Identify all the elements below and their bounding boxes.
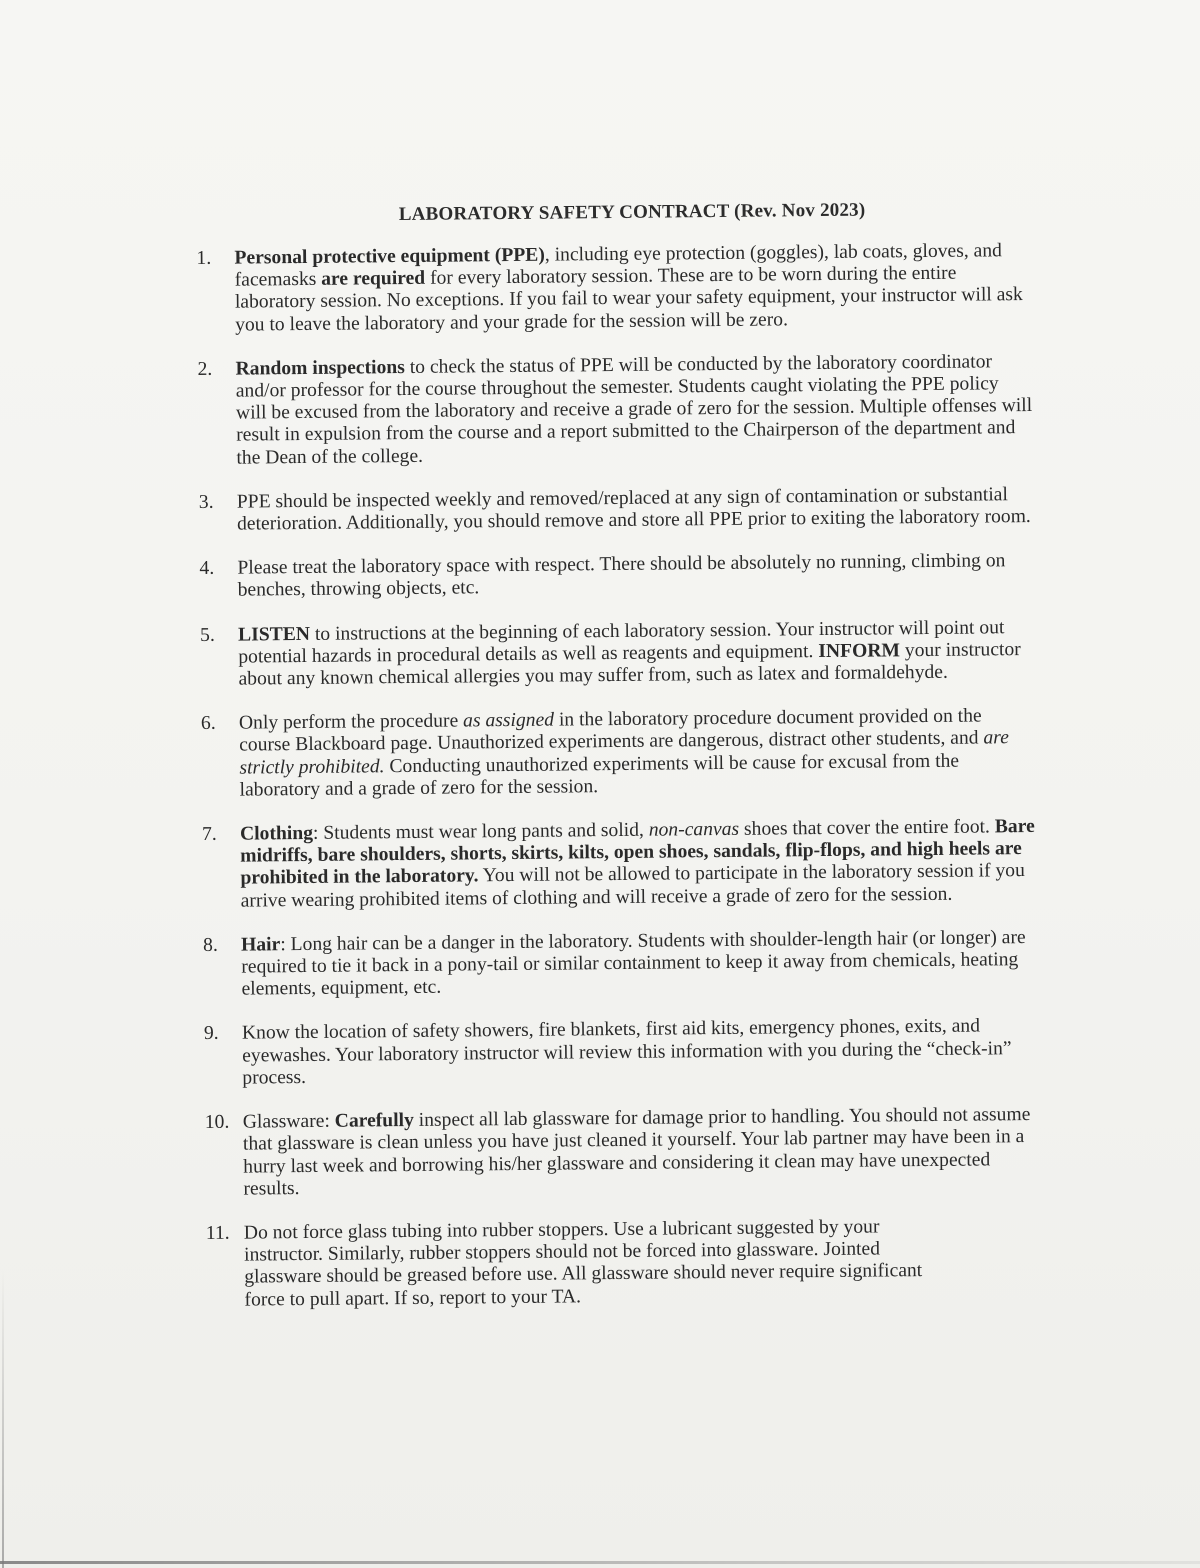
rule-text bbox=[237, 550, 1035, 602]
text-normal: Conducting unauthorized experiments will be cause for excusal from the laboratory and a grade of zero for the session. bbox=[239, 750, 960, 801]
text-normal: Please treat the laboratory space with respect. There should be absolutely no running, climbing on benches, throwing objects, etc. bbox=[237, 550, 1006, 602]
rule-9 bbox=[204, 1015, 1041, 1090]
rule-text bbox=[244, 1216, 925, 1311]
rule-number: 2. bbox=[197, 358, 213, 380]
text-normal: for every laboratory session. These are to be worn during the entire laboratory session. No exceptions. If you fail to wear your safety equipment, your instructor will ask you to leave the laboratory and your grade for the session will be zero. bbox=[234, 262, 1023, 336]
rule-number: 3. bbox=[198, 491, 214, 513]
page-bottom-edge bbox=[0, 1561, 1200, 1564]
text-normal: Know the location of safety showers, fire blankets, first aid kits, emergency phones, exits, and eyewashes. Your laboratory instructor will review this information with you during the “check-in” process. bbox=[241, 1015, 1012, 1089]
rule-number: 1. bbox=[196, 247, 212, 269]
text-italic: non-canvas bbox=[648, 818, 740, 841]
rule-number: 7. bbox=[201, 823, 217, 846]
text-bold: Random inspections bbox=[235, 356, 405, 380]
rule-text bbox=[239, 705, 1038, 801]
text-bold: LISTEN bbox=[238, 623, 311, 646]
text-bold: are required bbox=[321, 268, 426, 291]
rule-text bbox=[240, 816, 1039, 912]
text-normal: Glassware: bbox=[242, 1110, 335, 1133]
text-normal: : Students must wear long pants and solid, bbox=[312, 819, 649, 844]
text-normal: inspect all lab glassware for damage prior to handling. You should not assume that glassware is clean unless you have just cleaned it yourself. Your lab partner may have been in a hurry last week and borrowing his/her glassware and considering it clean may have unexpected results. bbox=[242, 1104, 1031, 1200]
text-normal: your instructor about any known chemical allergies you may suffer from, such as latex and formaldehyde. bbox=[238, 638, 1021, 690]
rule-number: 10. bbox=[204, 1111, 230, 1134]
text-bold: INFORM bbox=[818, 640, 901, 662]
rule-4 bbox=[199, 550, 1035, 602]
rules-list bbox=[196, 240, 1042, 1312]
text-normal: to check the status of PPE will be conducted by the laboratory coordinator and/or professor for the course throughout the semester. Students caught violating the PPE policy will be excused from the laboratory and receive a grade of zero for the session. Multiple offenses will result in expulsion from the course and a report submitted to the Chairperson of the department and the Dean of the college. bbox=[235, 351, 1033, 469]
text-normal: shoes that cover the entire foot. bbox=[738, 816, 995, 840]
rule-number: 4. bbox=[199, 558, 215, 580]
rule-text bbox=[235, 351, 1034, 470]
rule-11 bbox=[206, 1215, 1043, 1312]
text-italic: as assigned bbox=[463, 709, 555, 732]
contract-body bbox=[196, 198, 1043, 1334]
text-normal: in the laboratory procedure document provided on the course Blackboard page. Unauthorized experiments are dangerous, distract other students, and bbox=[239, 705, 984, 757]
text-normal: , including eye protection (goggles), lab coats, gloves, and facemasks bbox=[234, 240, 1003, 291]
rule-text bbox=[243, 1104, 1042, 1200]
rule-number: 9. bbox=[203, 1023, 219, 1045]
rule-text bbox=[238, 617, 1037, 691]
rule-number: 5. bbox=[200, 624, 215, 646]
rule-8 bbox=[203, 927, 1040, 1002]
document-title: LABORATORY SAFETY CONTRACT (Rev. Nov 2023) bbox=[398, 199, 866, 226]
text-normal: Do not force glass tubing into rubber stoppers. Use a lubricant suggested by your instructor. Similarly, rubber stoppers should not be forced into glassware. Jointed glassware should be greased before use. All glassware should never require significant force to pull apart. If so, report to your TA. bbox=[243, 1216, 923, 1311]
rule-text bbox=[237, 484, 1035, 536]
rule-6 bbox=[201, 705, 1038, 802]
text-normal: You will not be allowed to participate in the laboratory session if you arrive wearing prohibited items of clothing and will receive a grade of zero for the session. bbox=[240, 860, 1025, 912]
rule-number: 11. bbox=[205, 1222, 230, 1244]
rule-7 bbox=[202, 816, 1039, 913]
text-italic: are strictly prohibited. bbox=[239, 727, 1009, 779]
text-bold: Clothing bbox=[239, 822, 314, 845]
rule-1 bbox=[196, 240, 1033, 337]
rule-3 bbox=[199, 484, 1035, 536]
rule-2 bbox=[197, 351, 1034, 470]
text-bold: Bare midriffs, bare shoulders, shorts, skirts, kilts, open shoes, sandals, flip-flops, and high heels are prohibited in the laboratory. bbox=[240, 816, 1035, 890]
rule-number: 8. bbox=[202, 934, 218, 956]
rule-number: 6. bbox=[200, 713, 216, 735]
text-bold: Carefully bbox=[334, 1110, 414, 1132]
rule-text bbox=[242, 1015, 1041, 1089]
text-normal: PPE should be inspected weekly and removed/replaced at any sign of contamination or substantial deterioration. Additionally, you should remove and store all PPE prior to exiting the laboratory room. bbox=[236, 484, 1031, 535]
rule-text bbox=[241, 927, 1040, 1001]
rule-10 bbox=[205, 1104, 1042, 1201]
rule-text bbox=[234, 240, 1033, 336]
text-bold: Hair bbox=[240, 934, 281, 956]
text-normal: : Long hair can be a danger in the laboratory. Students with shoulder-length hair (or longer) are required to tie it back in a pony-tail or similar containment to keep it away from chemicals, heating elements, equipment, etc. bbox=[241, 926, 1026, 1000]
rule-5 bbox=[200, 617, 1037, 692]
text-normal: Only perform the procedure bbox=[238, 710, 464, 734]
page-edge-shadow bbox=[2, 1270, 4, 1568]
text-bold: Personal protective equipment (PPE) bbox=[234, 244, 545, 269]
text-normal: to instructions at the beginning of each laboratory session. Your instructor will point out potential hazards in procedural details as well as reagents and equipment. bbox=[238, 616, 1005, 668]
